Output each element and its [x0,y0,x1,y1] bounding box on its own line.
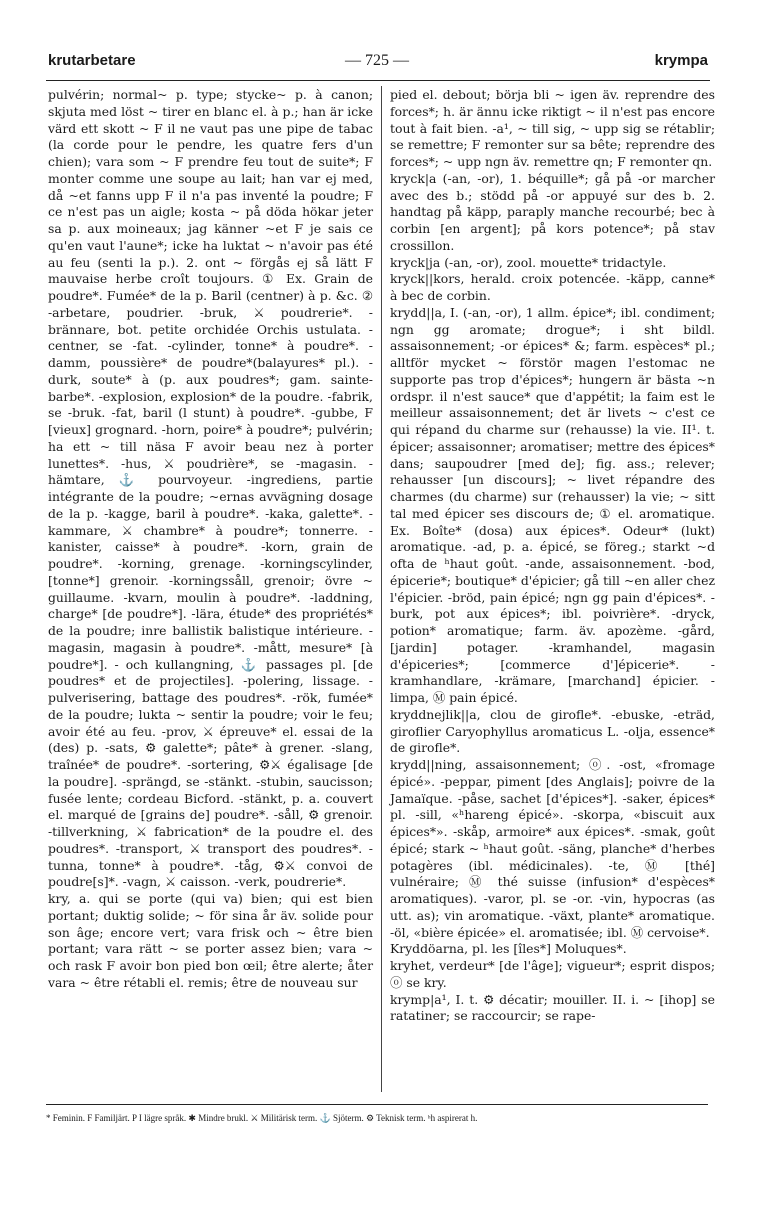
entry-paragraph: kryddnejlik||a, clou de girofle*. -ebuske, -eträd, giroflier Caryophyllus aromaticus L. -olja, essence* de girofle*. [390,706,715,756]
entry-paragraph: krymp|a¹, I. t. ⚙ décatir; mouiller. II. i. ~ [ihop] se ratatiner; se raccourcir; se rape- [390,991,715,1024]
page-number: — 725 — [345,52,409,69]
entry-paragraph: kryhet, verdeur* [de l'âge]; vigueur*; esprit dispos; ⓞ se kry. [390,958,715,990]
entry-paragraph: kryck||kors, herald. croix potencée. -käpp, canne* à bec de corbin. [390,271,715,303]
right-column [390,87,715,1025]
entry-paragraph: Kryddöarna, pl. les [îles*] Moluques*. [390,941,627,957]
left-column [48,87,373,992]
entry-paragraph: pulvérin; normal~ p. type; stycke~ p. à canon; skjuta med löst ~ tirer en blanc el. à p.; han är icke värd ett skott ~ F il ne vaut pas une pipe de tabac (la corde pour le pendre, les quatre fers d'un chien); vara som ~ F prendre feu tout de suite*; F monter comme une soupe au lait; han var ej med, då ~et fanns upp F il n'a pas inventé la poudre; F ce n'est pas un aigle; kosta ~ på döda hökar jeter sa p. aux moineaux; jag känner ~et F je sais ce qu'en vaut l'aune*; icke ha luktat ~ n'avoir pas été au feu (senti la p.). 2. ont ~ förgås ej så lätt F mauvaise herbe croît toujours. ① Ex. Grain de poudre*. Fumée* de la p. Baril (centner) à p. &c. ② -arbetare, poudrier. -bruk, ⚔ poudrerie*. -brännare, bot. petite orchidée Orchis ustulata. -centner, se -fat. -cylinder, tonne* à poudre*. -damm, poussière* de poudre*(balayures* pl.). -durk, soute* à (p. aux poudres*; gam. sainte-barbe*. -explosion, explosion* de la poudre. -fabrik, se -bruk. -fat, baril (l stunt) à poudre*. -gubbe, F [vieux] grognard. -horn, poire* à poudre*; pulvérin; ha ett ~ till näsa F avoir beau nez à porter lunettes*. -hus, ⚔ poudrière*, se -magasin. -hämtare, ⚓ pourvoyeur. -ingrediens, partie intégrante de la poudre; ~ernas avvägning dosage de la p. -kagge, baril à poudre*. -kaka, galette*. -kammare, ⚔ chambre* à poudre*; tonnerre. -kanister, caisse* à poudre*. -korn, grain de poudre*. -korning, grenage. -korningscylinder, [tonne*] grenoir. -korningssåll, grenoir; övre ~ guillaume. -kvarn, moulin à poudre*. -laddning, charge* [de poudre*]. -lära, étude* des propriétés* de la poudre; inre ballistik balistique intérieure. -magasin, magasin à poudre*. -mått, mesure* [à poudre*]. - och kullangning, ⚓ passages pl. [de poudres* et de projectiles]. -polering, lissage. -pulverisering, battage des poudres*. -rök, fumée* de la poudre; lukta ~ sentir la poudre; voir le feu; avoir été au feu. -prov, ⚔ épreuve* el. essai de la (des) p. -sats, ⚙ galette*; pâte* à grener. -slang, traînée* de poudre*. -sortering, ⚙⚔ égalisage [de la poudre]. -sprängd, se -stänkt. -stubin, saucisson; fusée lente; cordeau Bicford. -stänkt, p. a. couvert el. marqué de [grains de] poudre*. -såll, ⚙ grenoir. -tillverkning, ⚔ fabrication* de la poudre el. des poudres*. -transport, ⚔ transport des poudres*. -tunna, tonne* à poudre*. -tåg, ⚙⚔ convoi de poudre[s]*. -vagn, ⚔ caisson. -verk, poudrerie*. [48,87,373,890]
entry-paragraph: krydd||a, I. (-an, -or), 1 allm. épice*; ibl. condiment; ngn gg aromate; drogue*; i sht bildl. assaisonnement; -or épices* &; farm. espèces* pl.; alltför mycket ~ förstör magen l'estomac ne supporte pas trop d'épices*; hungern är bästa ~n ordspr. il n'est sauce* que d'appétit; la faim est le meilleur assaisonnement; det är livets ~ c'est ce qui répand du charme sur (rehausse) la vie. II¹. t. épicer; assaisonner; aromatiser; mettre des épices* dans; saupoudrer [med de]; fig. ass.; relever; rehausser [un discours]; ~ livet répandre des charmes (du charme) sur (rehausser) la vie; ~ sitt tal med épicer ses discours de; ① el. aromatique. Ex. Boîte* (dosa) aux épices*. Odeur* (lukt) aromatique. -ad, p. a. épicé, se föreg.; starkt ~d ofta de ʰhaut goût. -ande, assaisonnement. -bod, épicerie*; boutique* d'épicier; gå till ~en aller chez l'épicier. -bröd, pain épicé; ngn gg pain d'épices*. -burk, pot aux épices*; ibl. poivrière*. -dryck, potion* aromatique; farm. äv. apozème. -gård, [jardin] potager. -kramhandel, magasin d'épiceries*; [commerce d']épicerie*. -kramhandlare, -krämare, [marchand] épicier. -limpa, Ⓜ pain épicé. [390,304,715,705]
entry-paragraph: krydd||ning, assaisonnement; ⓞ. -ost, «fromage épicé». -peppar, piment [des Anglais]; poivre de la Jamaïque. -påse, sachet [d'épices*]. -saker, épices* pl. -sill, «ʰhareng épicé». -skorpa, «biscuit aux épices*». -skåp, armoire* aux épices*. -smak, goût épicé; stark ~ ʰhaut goût. -säng, planche* d'herbes potagères (ibl. médicinales). -te, Ⓜ [thé] vulnéraire; Ⓜ thé suisse (infusion* d'espèces* aromatiques). -varor, pl. se -or. -vin, hypocras (as utt. as); vin aromatique. -växt, plante* aromatique. -öl, «bière épicée» el. aromatisée; ibl. Ⓜ cervoise*. [390,757,715,940]
header-right-guide-word: krympa [654,52,708,69]
column-divider [381,86,382,1092]
footnote-rule [46,1104,708,1105]
header-left-guide-word: krutarbetare [48,52,136,69]
header-rule [46,80,710,81]
entry-paragraph: kryck|ja (-an, -or), zool. mouette* tridactyle. [390,254,667,270]
entry-paragraph: pied el. debout; börja bli ~ igen äv. reprendre des forces*; h. är ännu icke riktigt ~ il n'est pas encore tout à fait bien. -a¹, ~ till sig, ~ upp sig se rétablir; se remettre; F remonter sur sa bête; reprendre des forces*; ~ upp ngn äv. remettre qn; F remonter qn. [390,87,715,169]
abbreviation-footnote: * Feminin. F Familjärt. P I lägre språk. ✱ Mindre brukl. ⚔ Militärisk term. ⚓ Sjöterm. ⚙ Teknisk term. ʰh aspirerat h. [46,1113,478,1123]
entry-paragraph: kry, a. qui se porte (qui va) bien; qui est bien portant; duktig solide; ~ för sina år äv. solide pour son âge; encore vert; vara frisk och ~ être bien portant; vara rätt ~ se porter assez bien; vara ~ och rask F avoir bon pied bon œil; être alerte; åter vara ~ être rétabli el. remis; être de nouveau sur [48,891,373,990]
page-header [46,52,708,78]
entry-paragraph: kryck|a (-an, -or), 1. béquille*; gå på -or marcher avec des b.; stödd på -or appuyé sur des b. 2. handtag på käpp, paraply manche recourbé; bec à corbin [en argent]; på kors potence*; på stav crossillon. [390,170,715,253]
